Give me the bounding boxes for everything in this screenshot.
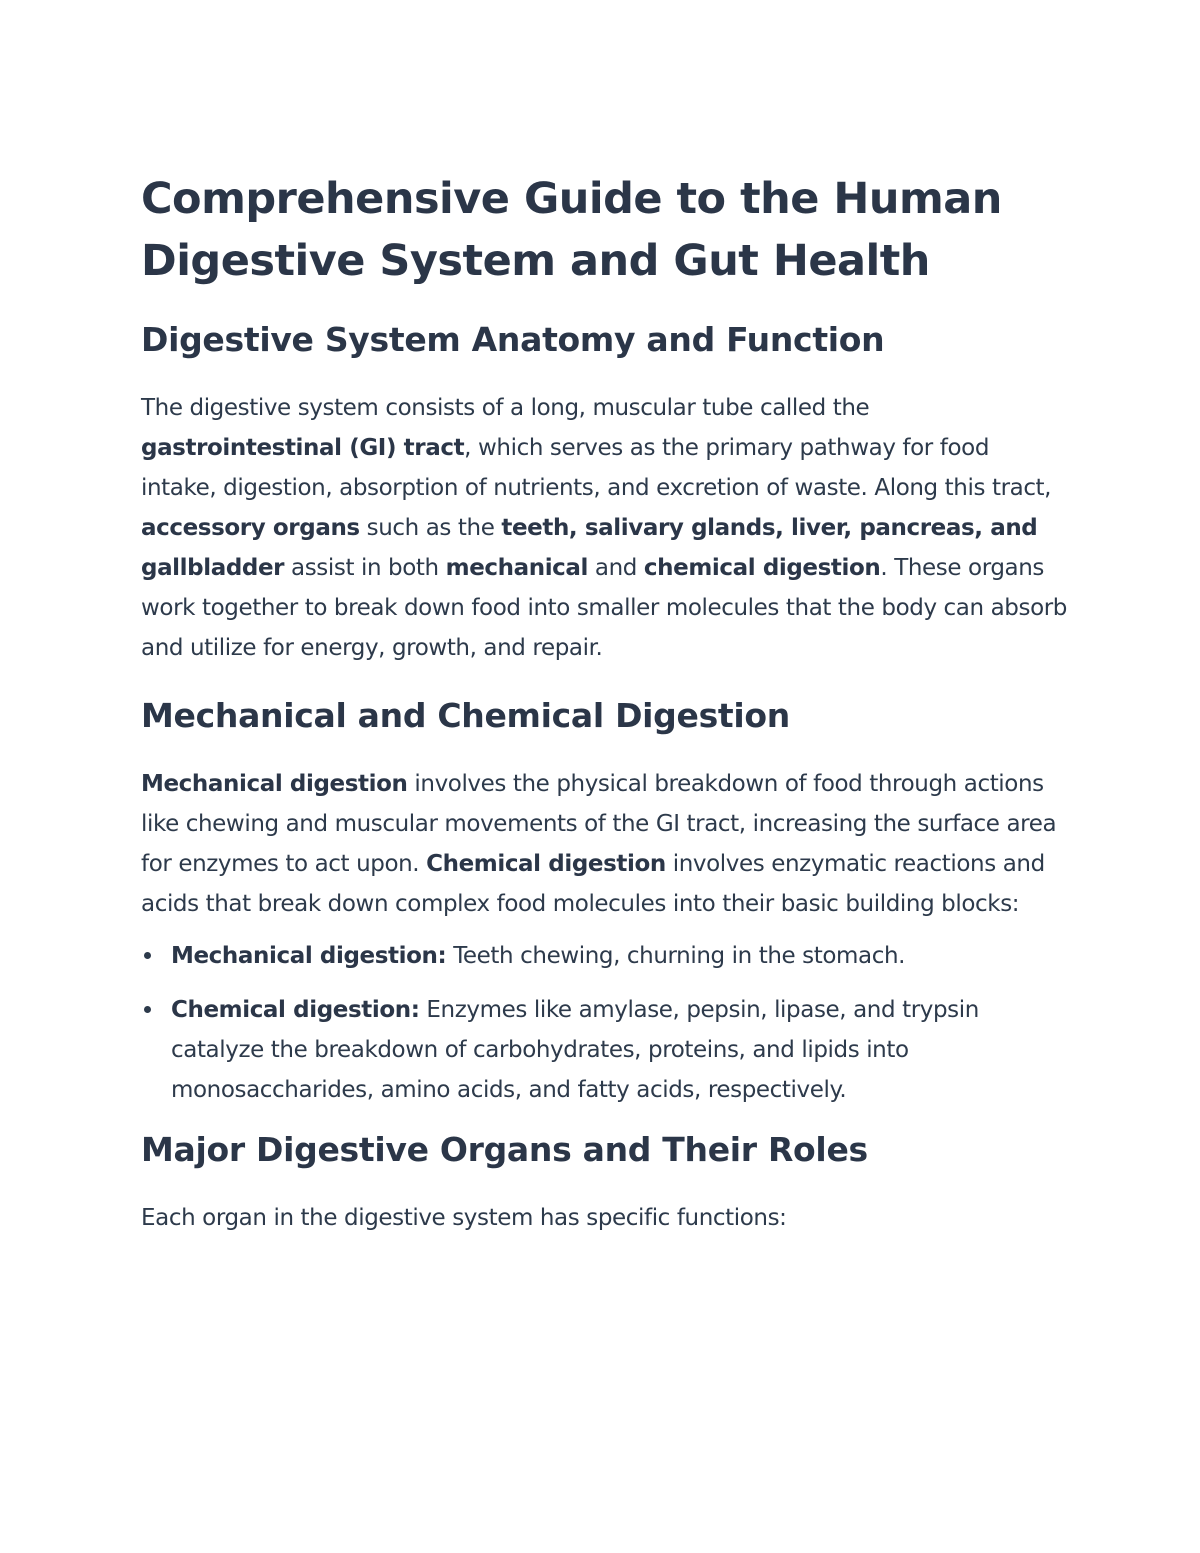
section-heading-anatomy: Digestive System Anatomy and Function	[141, 320, 885, 359]
section-paragraph-anatomy	[141, 388, 1071, 668]
text-run: involves enzymatic reactions and acids that break down complex food molecules into their basic building blocks:	[141, 851, 1045, 917]
document-title: Comprehensive Guide to the Human Digestive System and Gut Health	[141, 174, 1002, 286]
bullet-icon	[144, 1006, 151, 1013]
text-run: Each organ in the digestive system has specific functions:	[141, 1205, 787, 1231]
bold-run: Chemical digestion	[426, 851, 666, 877]
bold-run: accessory organs	[141, 515, 360, 541]
document-page	[141, 168, 1071, 1238]
bold-run: gastrointestinal (GI) tract	[141, 435, 465, 461]
section-heading-mechanical-chemical: Mechanical and Chemical Digestion	[141, 696, 790, 735]
text-run: involves the physical breakdown of food through actions like chewing and muscular movements of the GI tract, increasing the surface area for enzymes to act upon.	[141, 771, 1057, 877]
section-heading-major-organs: Major Digestive Organs and Their Roles	[141, 1130, 868, 1169]
section-paragraph-mechanical-chemical	[141, 764, 1071, 924]
text-run: The digestive system consists of a long, muscular tube called the	[141, 395, 870, 421]
bullet-icon	[144, 952, 151, 959]
text-run: assist in both	[284, 555, 446, 581]
list-item-label: Chemical digestion:	[171, 997, 420, 1023]
text-run: , which serves as the primary pathway for food intake, digestion, absorption of nutrients, and excretion of waste. Along this tract,	[141, 435, 1052, 501]
text-run: and	[588, 555, 644, 581]
text-run: . These organs work together to break down food into smaller molecules that the body can absorb and utilize for energy, growth, and repair.	[141, 555, 1067, 661]
list-item-text: Enzymes like amylase, pepsin, lipase, and trypsin catalyze the breakdown of carbohydrates, proteins, and lipids into monosaccharides, amino acids, and fatty acids, respectively.	[171, 997, 979, 1103]
bold-run: mechanical	[445, 555, 589, 581]
section-paragraph-major-organs	[141, 1198, 1071, 1238]
text-run: such as the	[359, 515, 502, 541]
bold-run: chemical digestion	[643, 555, 881, 581]
bold-run: Mechanical digestion	[141, 771, 408, 797]
list-item-text: Teeth chewing, churning in the stomach.	[446, 943, 906, 969]
bold-run: teeth, salivary glands, liver, pancreas, and gallbladder	[141, 515, 1038, 581]
list-item	[141, 990, 1071, 1110]
list-item	[141, 936, 1071, 976]
digestion-types-list	[141, 936, 1071, 1110]
list-item-label: Mechanical digestion:	[171, 943, 447, 969]
